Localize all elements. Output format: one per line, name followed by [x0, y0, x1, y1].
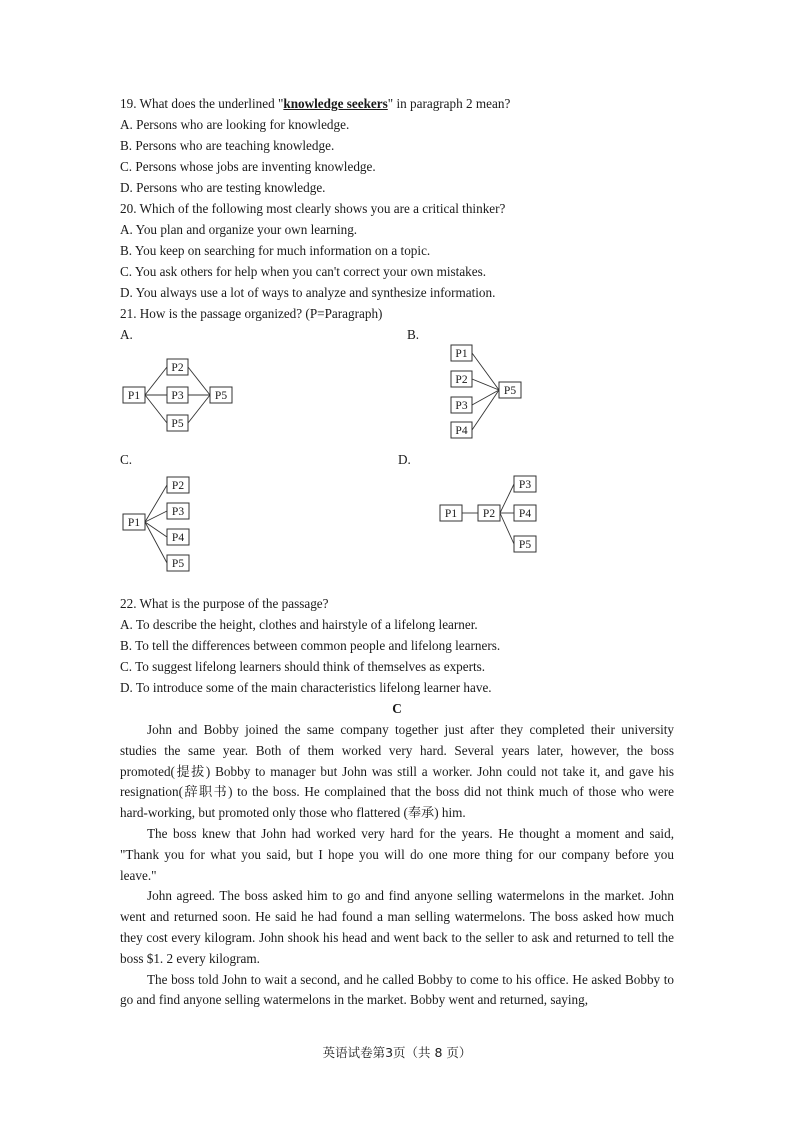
passage-c-paragraph-1: John and Bobby joined the same company together just after they completed their university studies the same year. Both of them worked very hard. Several years later, however, the boss promoted(提拔) Bobby to manager but John was still a worker. John could not take it, and gave his resignation(辞职书) to the boss. He complained that the boss did not think much of those who were hard-working, but promoted only those who flattered (奉承) him.: [120, 722, 674, 821]
q21-label-a: A.: [120, 327, 133, 342]
q19-option-c: C. Persons whose jobs are inventing knowledge.: [120, 159, 376, 174]
q21-label-b: B.: [407, 327, 420, 342]
q19-option-d: D. Persons who are testing knowledge.: [120, 180, 326, 195]
passage-c-body: [120, 720, 674, 1011]
q19-bold-term: knowledge seekers: [283, 96, 388, 111]
diagram-d-box-p1: [440, 505, 462, 521]
diagram-d-box-p2: [478, 505, 500, 521]
svg-text:P3: P3: [171, 506, 185, 518]
diagram-a: [120, 352, 240, 436]
q22-option-a: A. To describe the height, clothes and hairstyle of a lifelong learner.: [120, 617, 478, 632]
q19-option-a: A. Persons who are looking for knowledge.: [120, 117, 350, 132]
q20-option-d: D. You always use a lot of ways to analyze and synthesize information.: [120, 285, 496, 300]
svg-text:P1: P1: [127, 390, 141, 402]
diagram-a-box-p1: [123, 387, 145, 403]
q22-option-d: D. To introduce some of the main characteristics lifelong learner have.: [120, 680, 492, 695]
diagram-d-box-p4: [514, 505, 536, 521]
q19-stem: [120, 94, 510, 115]
diagram-b-box-p5: [499, 382, 521, 398]
diagram-c: [120, 472, 200, 576]
diagram-c-box-p5: [167, 555, 189, 571]
passage-c-paragraph-2: The boss knew that John had worked very hard for the years. He thought a moment and said, "Thank you for what you said, but I hope you will do one more thing for our company before you leave.": [120, 825, 674, 883]
q20-option-b: B. You keep on searching for much information on a topic.: [120, 243, 431, 258]
diagram-c-box-p2: [167, 477, 189, 493]
q22-option-c: C. To suggest lifelong learners should think of themselves as experts.: [120, 659, 486, 674]
diagram-a-box-p5: [210, 387, 232, 403]
svg-text:P5: P5: [171, 558, 185, 570]
diagram-a-box-p3: [167, 387, 188, 403]
q20-stem: 20. Which of the following most clearly shows you are a critical thinker?: [120, 201, 506, 216]
diagram-d: [436, 472, 546, 558]
q19-option-b: B. Persons who are teaching knowledge.: [120, 138, 335, 153]
svg-text:P3: P3: [171, 390, 184, 402]
diagram-c-box-p3: [167, 503, 189, 519]
q19-stem-before: 19. What does the underlined ": [120, 96, 284, 111]
q21-label-c: C.: [120, 452, 133, 467]
diagram-a-box-p5-lower: [167, 415, 188, 431]
svg-text:P1: P1: [127, 517, 141, 529]
svg-text:P4: P4: [518, 508, 532, 520]
diagram-d-box-p5: [514, 536, 536, 552]
svg-text:P5: P5: [171, 418, 184, 430]
q19-stem-after: " in paragraph 2 mean?: [387, 96, 511, 111]
diagram-b-box-p2: [451, 371, 472, 387]
diagram-c-box-p1: [123, 514, 145, 530]
q20-option-c: C. You ask others for help when you can't correct your own mistakes.: [120, 264, 487, 279]
q21-label-d: D.: [398, 452, 411, 467]
q22-stem: 22. What is the purpose of the passage?: [120, 596, 329, 611]
page-footer: 英语试卷第3页（共 8 页）: [322, 1045, 472, 1060]
diagram-c-box-p4: [167, 529, 189, 545]
diagram-d-box-p3: [514, 476, 536, 492]
q21-stem: 21. How is the passage organized? (P=Paragraph): [120, 306, 383, 321]
svg-text:P4: P4: [455, 425, 468, 437]
diagram-b-box-p4: [451, 422, 472, 438]
diagram-b-box-p3: [451, 397, 472, 413]
svg-text:P2: P2: [171, 480, 185, 492]
svg-text:P3: P3: [518, 479, 532, 491]
svg-text:P5: P5: [503, 385, 517, 397]
diagram-a-box-p2: [167, 359, 188, 375]
svg-text:P5: P5: [214, 390, 228, 402]
passage-c-heading: C: [392, 701, 402, 716]
svg-text:P1: P1: [444, 508, 458, 520]
svg-text:P2: P2: [171, 362, 184, 374]
q22-option-b: B. To tell the differences between common people and lifelong learners.: [120, 638, 501, 653]
passage-c-paragraph-3: John agreed. The boss asked him to go and find anyone selling watermelons in the market. John went and returned soon. He said he had found a man selling watermelons. The boss asked how much they cost every kilogram. John shook his head and went back to the seller to ask and returned to tell the boss $1. 2 every kilogram.: [120, 888, 674, 966]
svg-text:P5: P5: [518, 539, 532, 551]
svg-text:P2: P2: [482, 508, 496, 520]
diagram-b: [448, 340, 528, 444]
svg-text:P1: P1: [455, 348, 468, 360]
diagram-b-box-p1: [451, 345, 472, 361]
svg-text:P2: P2: [455, 374, 468, 386]
q20-option-a: A. You plan and organize your own learning.: [120, 222, 358, 237]
svg-text:P3: P3: [455, 400, 468, 412]
q19-underlined-term: [283, 96, 387, 111]
svg-text:P4: P4: [171, 532, 185, 544]
passage-c-paragraph-4: The boss told John to wait a second, and he called Bobby to come to his office. He asked Bobby to go and find anyone selling watermelons in the market. Bobby went and returned, saying,: [120, 971, 674, 1008]
